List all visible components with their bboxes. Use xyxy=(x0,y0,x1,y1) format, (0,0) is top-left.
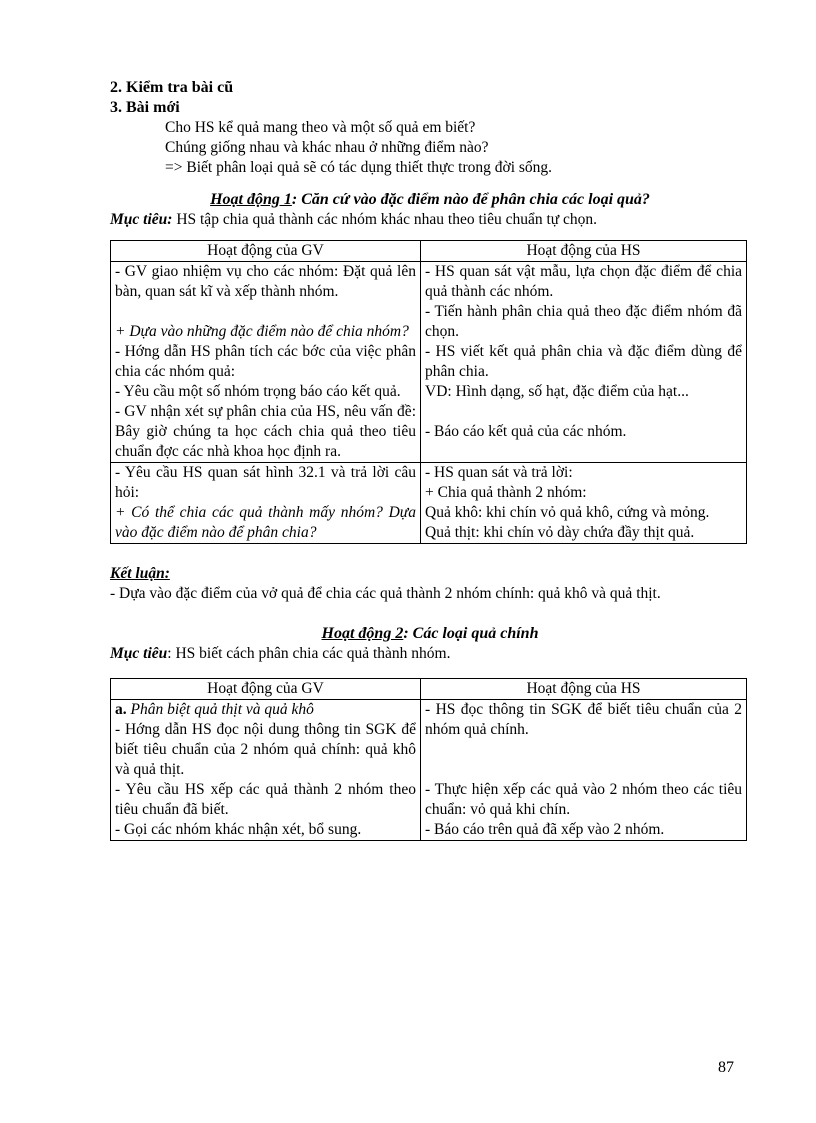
gv-cell xyxy=(111,700,421,841)
cell-line: + Dựa vào những đặc điểm nào để chia nhóm? xyxy=(115,323,409,340)
cell-line: - Yêu cầu một số nhóm trọng báo cáo kết quả. xyxy=(115,383,401,400)
activity2-goal-text: : HS biết cách phân chia các quả thành nhóm. xyxy=(167,645,451,662)
activity2-label: Hoạt động 2 xyxy=(321,625,404,642)
cell-line: - GV nhận xét sự phân chia của HS, nêu vấn đề: Bây giờ chúng ta học cách chia quả theo tiêu chuẩn đợc các nhà khoa học định ra. xyxy=(115,403,416,460)
spacer xyxy=(115,302,416,322)
cell-line: + Chia quả thành 2 nhóm: xyxy=(425,484,587,501)
cell-line: + Có thể chia các quả thành mấy nhóm? Dựa vào đặc điểm nào để phân chia? xyxy=(115,504,416,541)
conclusion xyxy=(110,564,750,604)
heading-new-lesson: 3. Bài mới xyxy=(110,99,180,116)
header-hs: Hoạt động của HS xyxy=(421,241,747,262)
hs-cell xyxy=(421,463,747,544)
cell-line: - Yêu cầu HS quan sát hình 32.1 và trả lời câu hỏi: xyxy=(115,464,416,501)
spacer xyxy=(425,402,742,422)
table-row xyxy=(111,700,747,841)
cell-line: - Gọi các nhóm khác nhận xét, bổ sung. xyxy=(115,821,362,838)
activity1-goal-label: Mục tiêu: xyxy=(110,211,173,228)
cell-line: VD: Hình dạng, số hạt, đặc điểm của hạt... xyxy=(425,383,689,400)
cell-line: - GV giao nhiệm vụ cho các nhóm: Đặt quả lên bàn, quan sát kĩ và xếp thành nhóm. xyxy=(115,263,416,300)
cell-line: - Tiến hành phân chia quả theo đặc điểm nhóm đã chọn. xyxy=(425,303,742,340)
gv-cell xyxy=(111,262,421,463)
table-row xyxy=(111,262,747,463)
activity2-table xyxy=(110,678,747,841)
conclusion-label: Kết luận: xyxy=(110,565,170,582)
section-letter: a. xyxy=(115,701,127,718)
activity2-title xyxy=(110,624,750,644)
cell-line: - Thực hiện xếp các quả vào 2 nhóm theo các tiêu chuẩn: vỏ quả khi chín. xyxy=(425,781,742,818)
spacer xyxy=(425,740,742,760)
activity1-label: Hoạt động 1 xyxy=(210,191,292,208)
activity1-title xyxy=(110,190,750,210)
conclusion-text: - Dựa vào đặc điểm của vở quả để chia các quả thành 2 nhóm chính: quả khô và quả thịt. xyxy=(110,585,661,602)
intro-line: Cho HS kể quả mang theo và một số quả em biết? xyxy=(165,119,476,136)
activity2-title-text: : Các loại quả chính xyxy=(403,625,539,642)
cell-line: - Hớng dẫn HS phân tích các bớc của việc phân chia các nhóm quả: xyxy=(115,343,416,380)
cell-line: Quả khô: khi chín vỏ quả khô, cứng và mỏng. xyxy=(425,504,710,521)
activity2-goal-label: Mục tiêu xyxy=(110,645,168,662)
intro-line: => Biết phân loại quả sẽ có tác dụng thiết thực trong đời sống. xyxy=(165,159,553,176)
activity1-goal xyxy=(110,210,750,230)
cell-line: - HS quan sát vật mẫu, lựa chọn đặc điểm để chia quả thành các nhóm. xyxy=(425,263,742,300)
section-title: Phân biệt quả thịt và quả khô xyxy=(126,701,314,718)
intro-block xyxy=(110,118,750,178)
cell-line: - Yêu cầu HS xếp các quả thành 2 nhóm theo tiêu chuẩn đã biết. xyxy=(115,781,416,818)
cell-line: - HS quan sát và trả lời: xyxy=(425,464,573,481)
spacer xyxy=(425,760,742,780)
gv-cell xyxy=(111,463,421,544)
hs-cell xyxy=(421,262,747,463)
cell-line: - Hớng dẫn HS đọc nội dung thông tin SGK để biết tiêu chuẩn của 2 nhóm quả chính: quả khô và quả thịt. xyxy=(115,721,416,778)
document-page xyxy=(110,78,750,841)
page-number: 87 xyxy=(718,1059,734,1076)
table-row xyxy=(111,463,747,544)
section-label xyxy=(115,700,416,720)
hs-cell xyxy=(421,700,747,841)
activity1-goal-text: HS tập chia quả thành các nhóm khác nhau theo tiêu chuẩn tự chọn. xyxy=(172,211,598,228)
intro-line: Chúng giống nhau và khác nhau ở những điểm nào? xyxy=(165,139,489,156)
cell-line: - Báo cáo trên quả đã xếp vào 2 nhóm. xyxy=(425,821,665,838)
header-gv: Hoạt động của GV xyxy=(111,241,421,262)
header-gv: Hoạt động của GV xyxy=(111,679,421,700)
cell-line: - HS viết kết quả phân chia và đặc điểm dùng để phân chia. xyxy=(425,343,742,380)
activity1-table xyxy=(110,240,747,544)
cell-line: - Báo cáo kết quả của các nhóm. xyxy=(425,423,627,440)
cell-line: Quả thịt: khi chín vỏ dày chứa đầy thịt quả. xyxy=(425,524,695,541)
header-hs: Hoạt động của HS xyxy=(421,679,747,700)
cell-line: - HS đọc thông tin SGK để biết tiêu chuẩn của 2 nhóm quả chính. xyxy=(425,701,742,738)
activity2-goal xyxy=(110,644,750,664)
activity1-title-text: : Căn cứ vào đặc điểm nào để phân chia các loại quả? xyxy=(291,191,650,208)
heading-old-lesson: 2. Kiểm tra bài cũ xyxy=(110,79,234,96)
